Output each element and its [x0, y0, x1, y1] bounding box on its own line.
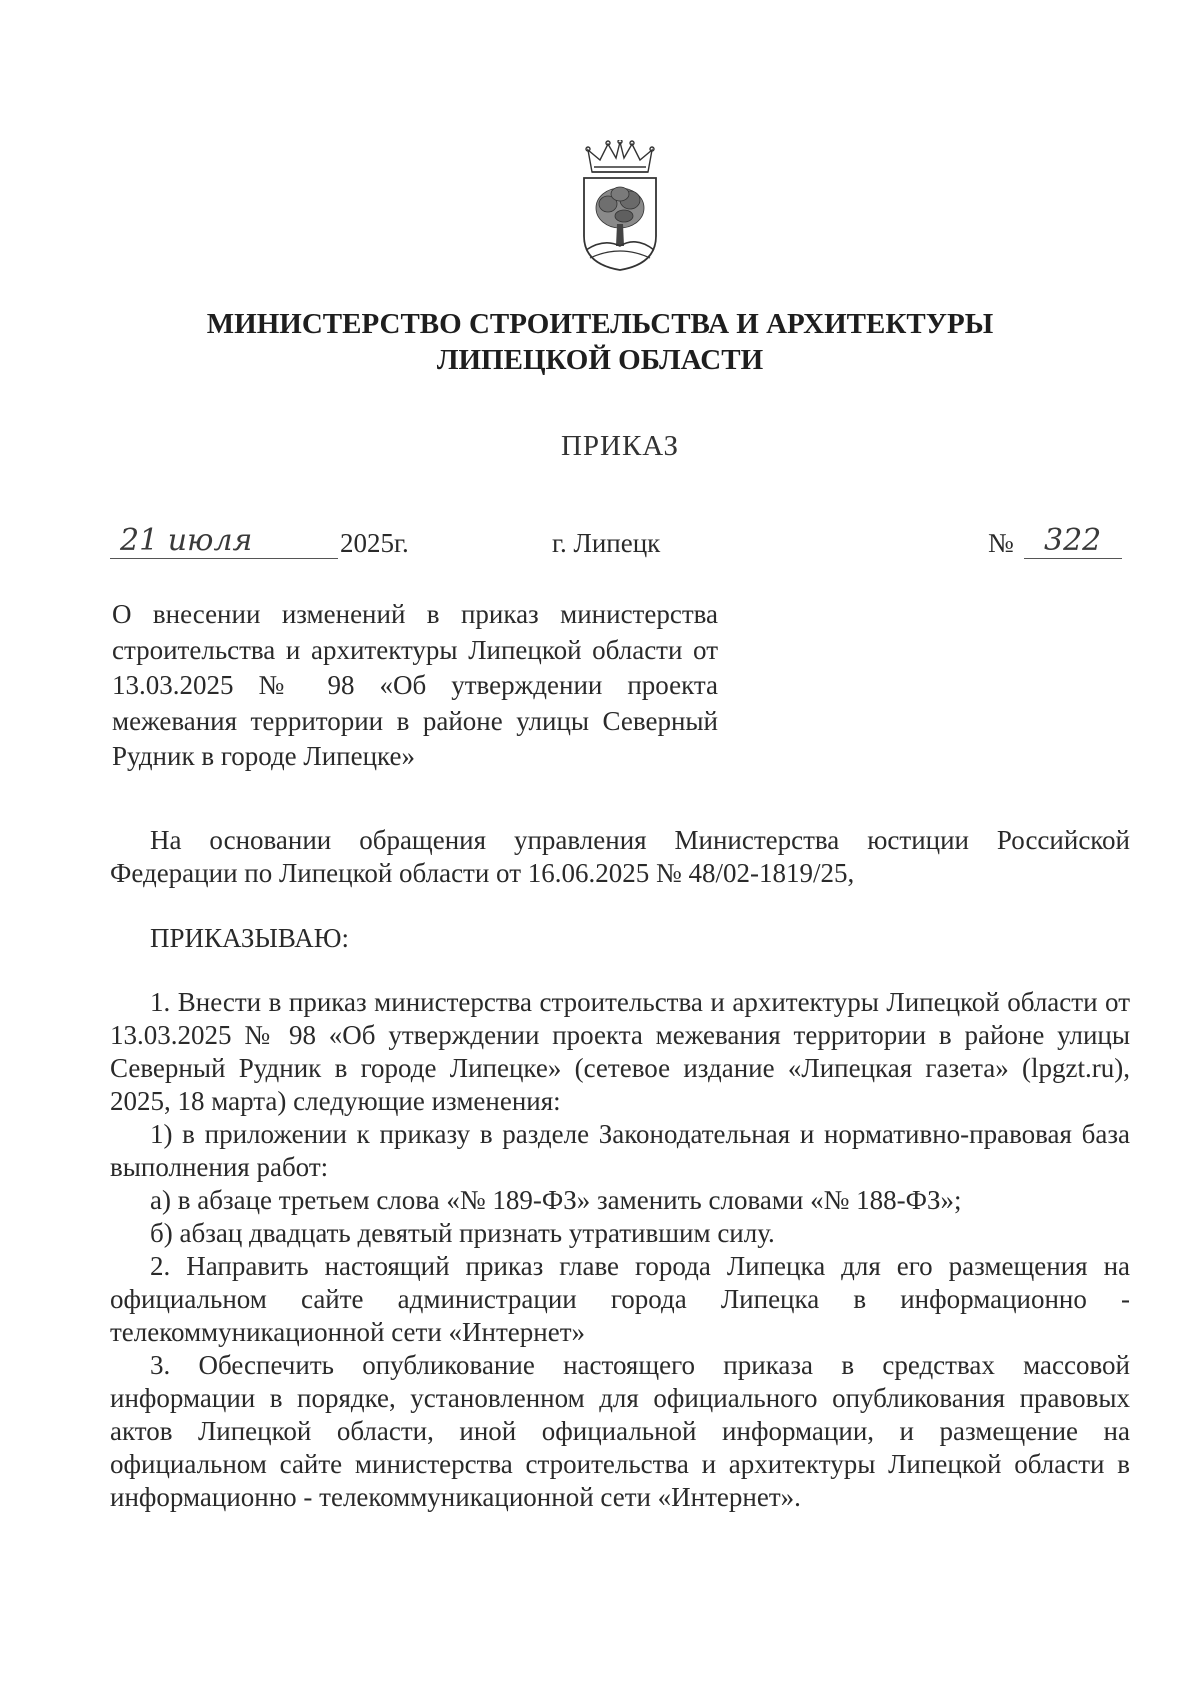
- basis-text: На основании обращения управления Министерства юстиции Российской Федерации по Липецкой области от 16.06.2025 № 48/02-1819/25,: [110, 825, 1130, 888]
- handwritten-date-signature: [118, 520, 318, 560]
- handwritten-date: [110, 524, 338, 559]
- date-city-number-line: [0, 523, 1200, 568]
- order-item: а) в абзаце третьем слова «№ 189-ФЗ» заменить словами «№ 188-ФЗ»;: [150, 1185, 962, 1215]
- svg-text:322: 322: [1044, 523, 1102, 558]
- order-item: 1. Внести в приказ министерства строительства и архитектуры Липецкой области от 13.03.2025 № 98 «Об утверждении проекта межевания территории в районе улицы Северный Рудник в городе Липецке» (сетевое издание «Липецкая газета» (lpgzt.ru), 2025, 18 марта) следующие изменения:: [110, 987, 1130, 1116]
- lipetsk-coat-of-arms-icon: [578, 140, 662, 272]
- year-text: 2025г.: [340, 528, 409, 558]
- handwritten-number-signature: [1042, 518, 1122, 558]
- orders-word: ПРИКАЗЫВАЮ:: [150, 923, 349, 953]
- number-label: №: [988, 528, 1014, 558]
- city-text: г. Липецк: [552, 528, 661, 558]
- order-item: 1) в приложении к приказу в разделе Законодательная и нормативно-правовая база выполнения работ:: [110, 1119, 1130, 1182]
- order-item: 2. Направить настоящий приказ главе города Липецка для его размещения на официальном сайте администрации города Липецка в информационно - телекоммуникационной сети «Интернет»: [110, 1251, 1130, 1347]
- handwritten-number: [1024, 524, 1122, 559]
- ministry-name-line2: ЛИПЕЦКОЙ ОБЛАСТИ: [436, 344, 764, 376]
- order-item: б) абзац двадцать девятый признать утратившим силу.: [150, 1218, 775, 1248]
- basis-paragraph: [110, 824, 1130, 890]
- order-subject: О внесении изменений в приказ министерства строительства и архитектуры Липецкой области от 13.03.2025 № 98 «Об утверждении проекта межевания территории в районе улицы Северный Рудник в городе Липецке»: [112, 599, 718, 771]
- document-type-heading: ПРИКАЗ: [560, 430, 680, 462]
- order-items: [110, 986, 1130, 1514]
- order-item: 3. Обеспечить опубликование настоящего приказа в средствах массовой информации в порядке, установленном для официального опубликования правовых актов Липецкой области, иной официальной информации, и размещение на официальном сайте министерства строительства и архитектуры Липецкой области в информационно - телекоммуникационной сети «Интернет».: [110, 1350, 1130, 1512]
- ministry-name-line1: МИНИСТЕРСТВО СТРОИТЕЛЬСТВА И АРХИТЕКТУРЫ: [206, 308, 994, 340]
- ministry-name: [0, 306, 1200, 378]
- svg-text:21 июля: 21 июля: [120, 523, 253, 558]
